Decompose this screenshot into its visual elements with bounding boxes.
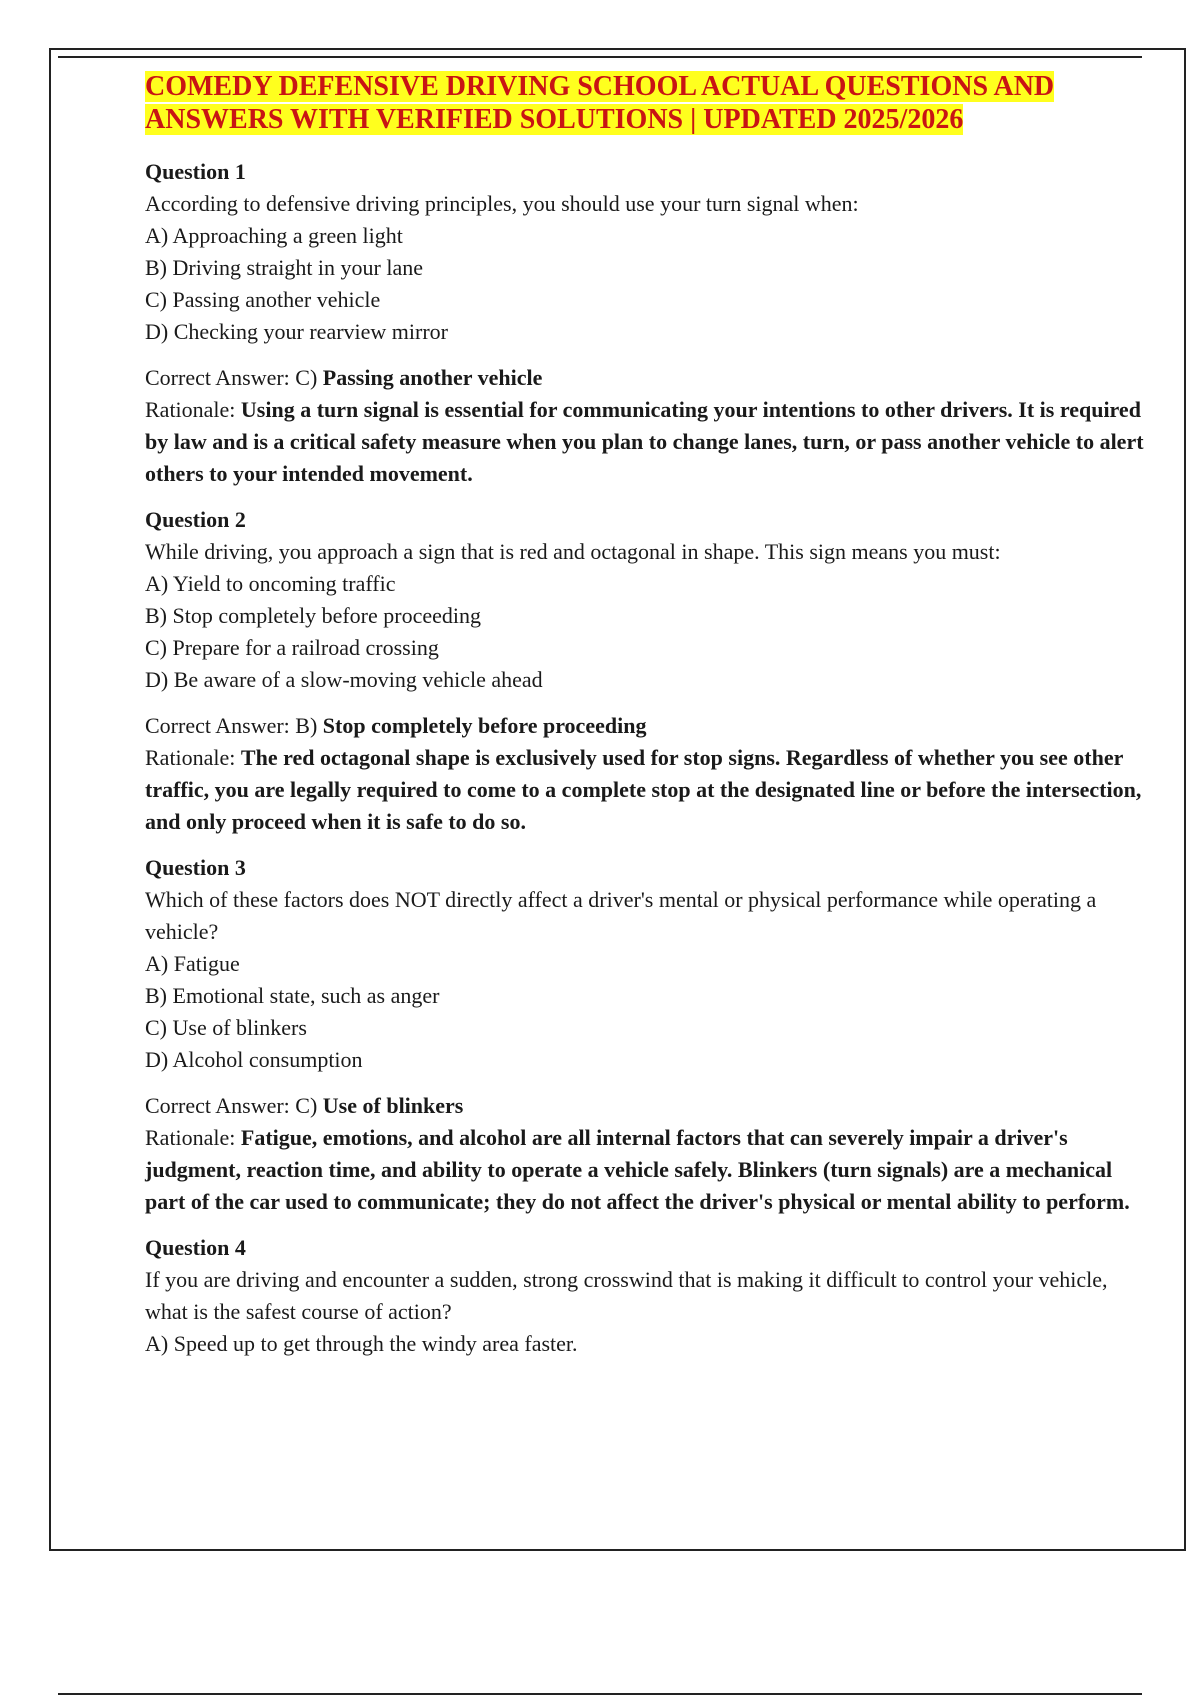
question-heading: Question 4 — [145, 1235, 246, 1260]
option-a: A) Yield to oncoming traffic — [145, 571, 396, 596]
answer-block — [145, 1090, 1145, 1218]
rationale-text: Fatigue, emotions, and alcohol are all internal factors that can severely impair a driver's judgment, reaction time, and ability to operate a vehicle safely. Blinkers (turn signals) are a mechanical part of the car used to communicate; they do not affect the driver's physical or mental ability to perform. — [145, 1125, 1130, 1214]
document-title — [145, 70, 1145, 136]
question-block — [145, 504, 1145, 838]
rationale — [145, 1122, 1145, 1218]
answer-text: Use of blinkers — [322, 1093, 464, 1118]
question-heading: Question 2 — [145, 507, 246, 532]
option-c: C) Prepare for a railroad crossing — [145, 635, 439, 660]
title-line-2: ANSWERS WITH VERIFIED SOLUTIONS | UPDATED 2025/2026 — [145, 104, 964, 135]
option-b: B) Stop completely before proceeding — [145, 603, 482, 628]
answer-letter: C) — [295, 1093, 323, 1118]
correct-answer — [145, 710, 1145, 742]
question-heading: Question 1 — [145, 159, 246, 184]
rationale-label: Rationale: — [145, 397, 241, 422]
rationale-text: The red octagonal shape is exclusively used for stop signs. Regardless of whether you see other traffic, you are legally required to come to a complete stop at the designated line or before the intersection, and only proceed when it is safe to do so. — [145, 745, 1142, 834]
question-block — [145, 156, 1145, 490]
option-d: D) Be aware of a slow-moving vehicle ahead — [145, 667, 543, 692]
answer-letter: B) — [295, 713, 323, 738]
answer-text: Stop completely before proceeding — [322, 713, 647, 738]
correct-answer-label: Correct Answer: — [145, 365, 296, 390]
question-text: According to defensive driving principles, you should use your turn signal when: — [145, 191, 859, 216]
option-d: D) Alcohol consumption — [145, 1047, 363, 1072]
bottom-divider — [58, 1693, 1142, 1695]
document-body — [145, 70, 1145, 1370]
top-divider — [58, 56, 1142, 58]
correct-answer — [145, 362, 1145, 394]
correct-answer-label: Correct Answer: — [145, 713, 296, 738]
option-d: D) Checking your rearview mirror — [145, 319, 449, 344]
answer-text: Passing another vehicle — [322, 365, 543, 390]
option-c: C) Passing another vehicle — [145, 287, 381, 312]
title-line-1: COMEDY DEFENSIVE DRIVING SCHOOL ACTUAL QUESTIONS AND — [145, 71, 1055, 102]
answer-letter: C) — [295, 365, 323, 390]
question-text: If you are driving and encounter a sudden, strong crosswind that is making it difficult to control your vehicle, what is the safest course of action? — [145, 1267, 1108, 1324]
answer-block — [145, 362, 1145, 490]
option-b: B) Driving straight in your lane — [145, 255, 424, 280]
question-text: Which of these factors does NOT directly affect a driver's mental or physical performance while operating a vehicle? — [145, 887, 1097, 944]
rationale — [145, 394, 1145, 490]
question-block — [145, 852, 1145, 1218]
rationale-label: Rationale: — [145, 745, 241, 770]
rationale — [145, 742, 1145, 838]
question-text: While driving, you approach a sign that is red and octagonal in shape. This sign means you must: — [145, 539, 1001, 564]
option-b: B) Emotional state, such as anger — [145, 983, 440, 1008]
correct-answer — [145, 1090, 1145, 1122]
option-a: A) Speed up to get through the windy area faster. — [145, 1331, 578, 1356]
option-a: A) Approaching a green light — [145, 223, 403, 248]
answer-block — [145, 710, 1145, 838]
option-a: A) Fatigue — [145, 951, 240, 976]
option-c: C) Use of blinkers — [145, 1015, 307, 1040]
question-block — [145, 1232, 1145, 1360]
rationale-text: Using a turn signal is essential for communicating your intentions to other drivers. It is required by law and is a critical safety measure when you plan to change lanes, turn, or pass another vehicle to alert others to your intended movement. — [145, 397, 1144, 486]
rationale-label: Rationale: — [145, 1125, 241, 1150]
question-heading: Question 3 — [145, 855, 246, 880]
correct-answer-label: Correct Answer: — [145, 1093, 296, 1118]
